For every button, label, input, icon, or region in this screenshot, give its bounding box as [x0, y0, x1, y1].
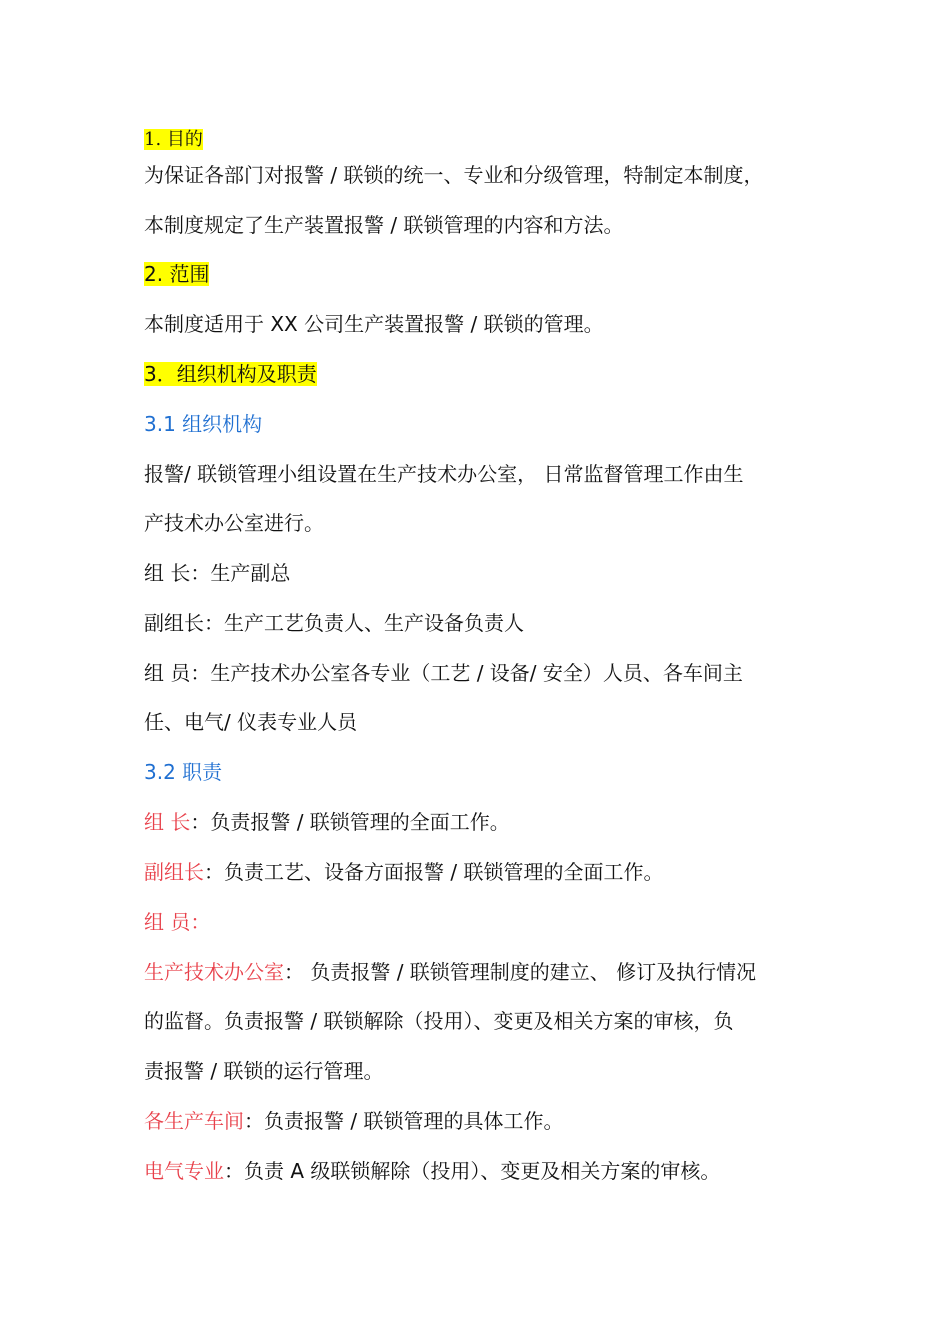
- role-label: 副组长: [144, 860, 204, 884]
- section-2-heading-line: [144, 260, 209, 288]
- member-line: 组 员：生产技术办公室各专业（工艺 / 设备/ 安全）人员、各车间主: [144, 661, 743, 685]
- role-duty-text: ：负责报警 / 联锁管理的全面工作。: [190, 810, 510, 834]
- subsection-3-1-heading: 3.1 组织机构: [144, 412, 263, 436]
- paragraph-line: 报警/ 联锁管理小组设置在生产技术办公室， 日常监督管理工作由生: [144, 462, 744, 486]
- paragraph-line: 本制度规定了生产装置报警 / 联锁管理的内容和方法。: [144, 213, 624, 237]
- duty-deputy-line: [144, 858, 663, 886]
- role-duty-text: ：负责报警 / 联锁管理的具体工作。: [244, 1109, 564, 1133]
- role-label: 组 长: [144, 810, 191, 834]
- duty-workshop-line: [144, 1107, 563, 1135]
- duty-electric-line: [144, 1157, 720, 1185]
- member-line-continued: 任、电气/ 仪表专业人员: [144, 710, 358, 734]
- role-label: 生产技术办公室: [144, 960, 284, 984]
- role-duty-text: ： 负责报警 / 联锁管理制度的建立、 修订及执行情况: [284, 960, 757, 984]
- role-label: 电气专业: [144, 1159, 224, 1183]
- role-duty-text: ：负责工艺、设备方面报警 / 联锁管理的全面工作。: [204, 860, 664, 884]
- deputy-leader-line: 副组长：生产工艺负责人、生产设备负责人: [144, 611, 524, 635]
- paragraph-line: 为保证各部门对报警 / 联锁的统一、专业和分级管理，特制定本制度，: [144, 163, 764, 187]
- section-3-heading-line: [144, 360, 317, 388]
- duty-member-label: 组 员：: [144, 910, 211, 934]
- role-label: 各生产车间: [144, 1109, 244, 1133]
- paragraph-line: 责报警 / 联锁的运行管理。: [144, 1059, 384, 1083]
- subsection-3-2-heading: 3.2 职责: [144, 760, 223, 784]
- role-duty-text: ：负责 A 级联锁解除（投用）、变更及相关方案的审核。: [224, 1159, 721, 1183]
- leader-line: 组 长：生产副总: [144, 561, 291, 585]
- paragraph-line: 的监督。负责报警 / 联锁解除（投用）、变更及相关方案的审核，负: [144, 1009, 734, 1033]
- duty-leader-line: [144, 808, 510, 836]
- section-1-heading: 1. 目的: [144, 129, 203, 150]
- paragraph-line: 本制度适用于 XX 公司生产装置报警 / 联锁的管理。: [144, 312, 604, 336]
- section-3-heading: 3．组织机构及职责: [144, 362, 317, 386]
- duty-office-line: [144, 958, 756, 986]
- section-1-heading-line: [144, 124, 203, 154]
- paragraph-line: 产技术办公室进行。: [144, 511, 324, 535]
- section-2-heading: 2. 范围: [144, 262, 210, 286]
